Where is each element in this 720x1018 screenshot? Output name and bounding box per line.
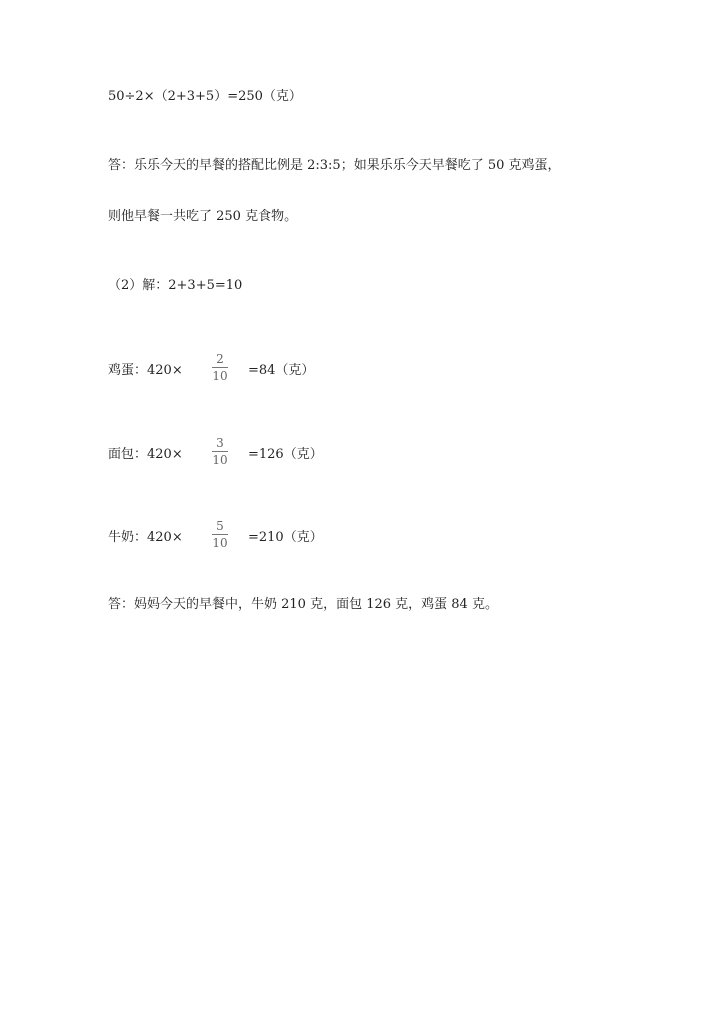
milk-result: =210（克） [248, 530, 323, 545]
fraction-bar [212, 451, 228, 452]
fraction-bar [212, 534, 228, 535]
egg-fraction [210, 352, 230, 383]
answer-one-line-one: 答：乐乐今天的早餐的搭配比例是 2:3:5；如果乐乐今天早餐吃了 50 克鸡蛋， [108, 158, 561, 173]
fraction-bar [212, 367, 228, 368]
egg-fraction-denominator: 10 [212, 369, 228, 383]
part-two-solution: （2）解：2+3+5=10 [108, 278, 243, 293]
bread-fraction-denominator: 10 [212, 453, 228, 467]
egg-result: =84（克） [248, 363, 315, 378]
milk-fraction-numerator: 5 [216, 519, 224, 533]
bread-result: =126（克） [248, 447, 323, 462]
bread-fraction [210, 436, 230, 467]
milk-label: 牛奶：420× [108, 530, 183, 545]
bread-label: 面包：420× [108, 447, 183, 462]
milk-fraction-denominator: 10 [212, 536, 228, 550]
answer-one-line-two: 则他早餐一共吃了 250 克食物。 [108, 209, 298, 224]
bread-fraction-numerator: 3 [216, 436, 224, 450]
egg-fraction-numerator: 2 [216, 352, 224, 366]
egg-label: 鸡蛋：420× [108, 363, 183, 378]
calculation-total: 50÷2×（2+3+5）=250（克） [108, 89, 302, 104]
milk-fraction [210, 519, 230, 550]
answer-two: 答：妈妈今天的早餐中，牛奶 210 克，面包 126 克，鸡蛋 84 克。 [108, 597, 498, 612]
